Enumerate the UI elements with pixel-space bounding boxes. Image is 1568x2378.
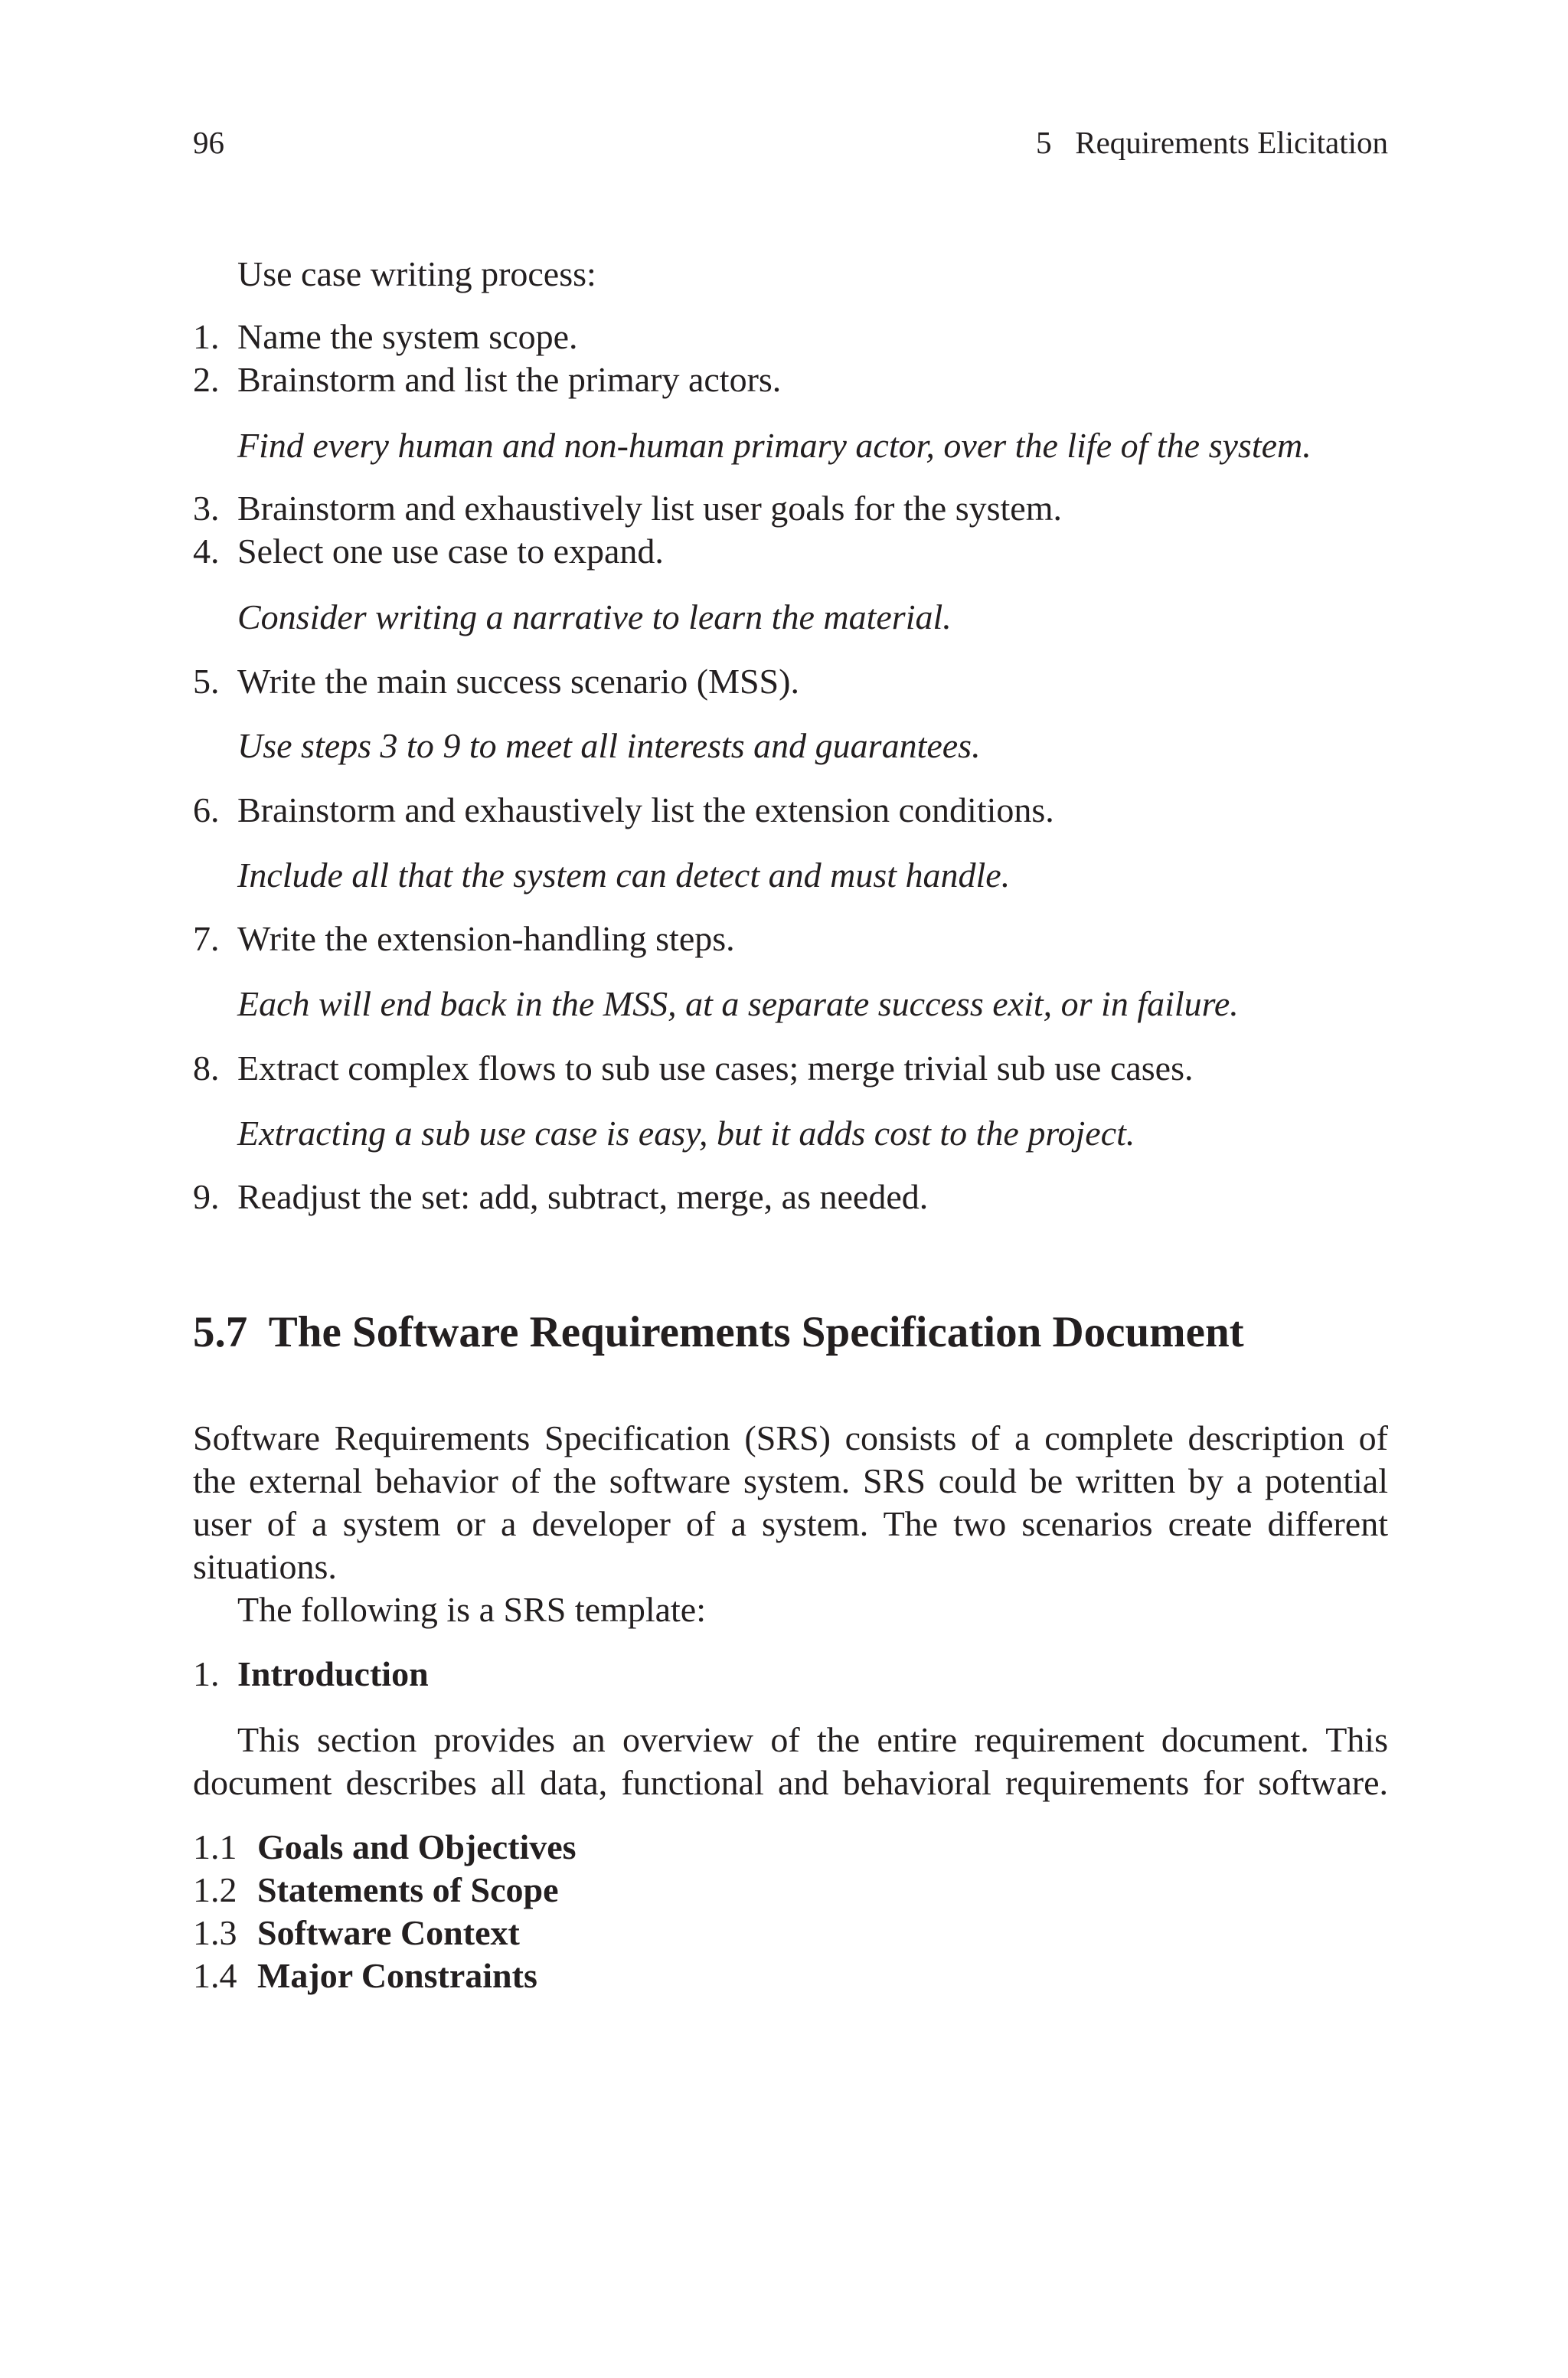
step-text: Extract complex flows to sub use cases; merge trivial sub use cases. [237,1048,1194,1088]
step-number: 1. [193,317,220,356]
step-note: Consider writing a narrative to learn the material. [237,597,952,636]
step-text: Name the system scope. [237,317,578,356]
step-text: Select one use case to expand. [237,532,664,571]
template-item-number: 1. [193,1654,220,1693]
step-text: Write the main success scenario (MSS). [237,662,799,701]
step-number: 7. [193,919,220,958]
template-intro: The following is a SRS template: [237,1590,706,1629]
template-item-label: Introduction [237,1654,429,1693]
subsection-label: Statements of Scope [257,1870,559,1909]
step-number: 8. [193,1048,220,1088]
step-text: Brainstorm and list the primary actors. [237,360,782,399]
section-heading: 5.7 The Software Requirements Specification Document [193,1308,1244,1356]
page-number: 96 [193,125,224,160]
step-note: Each will end back in the MSS, at a separate success exit, or in failure. [237,984,1239,1023]
step-text: Readjust the set: add, subtract, merge, as needed. [237,1177,929,1216]
step-number: 9. [193,1177,220,1216]
subsection-label: Major Constraints [257,1956,537,1995]
running-chapter-title: 5 Requirements Elicitation [1035,125,1388,160]
subsection-label: Software Context [257,1913,520,1952]
paragraph-line: situations. [193,1547,337,1586]
paragraph-line: user of a system or a developer of a system. The two scenarios create different [193,1504,1388,1543]
subsection-number: 1.1 [193,1827,237,1866]
step-text: Write the extension-handling steps. [237,919,735,958]
paragraph-line: the external behavior of the software system. SRS could be written by a potential [193,1461,1388,1500]
paragraph-line: Software Requirements Specification (SRS) consists of a complete description of [193,1418,1388,1457]
paragraph-line: This section provides an overview of the entire requirement document. This [237,1720,1388,1759]
use-case-intro: Use case writing process: [237,254,596,293]
subsection-number: 1.4 [193,1956,237,1995]
subsection-label: Goals and Objectives [257,1827,577,1866]
step-note: Use steps 3 to 9 to meet all interests and guarantees. [237,726,981,765]
subsection-number: 1.2 [193,1870,237,1909]
subsection-number: 1.3 [193,1913,237,1952]
step-number: 5. [193,662,220,701]
step-text: Brainstorm and exhaustively list user goals for the system. [237,489,1062,528]
step-note: Find every human and non-human primary actor, over the life of the system. [237,426,1312,465]
step-number: 2. [193,360,220,399]
step-note: Extracting a sub use case is easy, but it adds cost to the project. [237,1114,1135,1153]
paragraph-line: document describes all data, functional and behavioral requirements for software. [193,1763,1388,1802]
step-text: Brainstorm and exhaustively list the extension conditions. [237,790,1054,829]
step-number: 4. [193,532,220,571]
step-number: 6. [193,790,220,829]
step-note: Include all that the system can detect and must handle. [237,855,1011,895]
step-number: 3. [193,489,220,528]
